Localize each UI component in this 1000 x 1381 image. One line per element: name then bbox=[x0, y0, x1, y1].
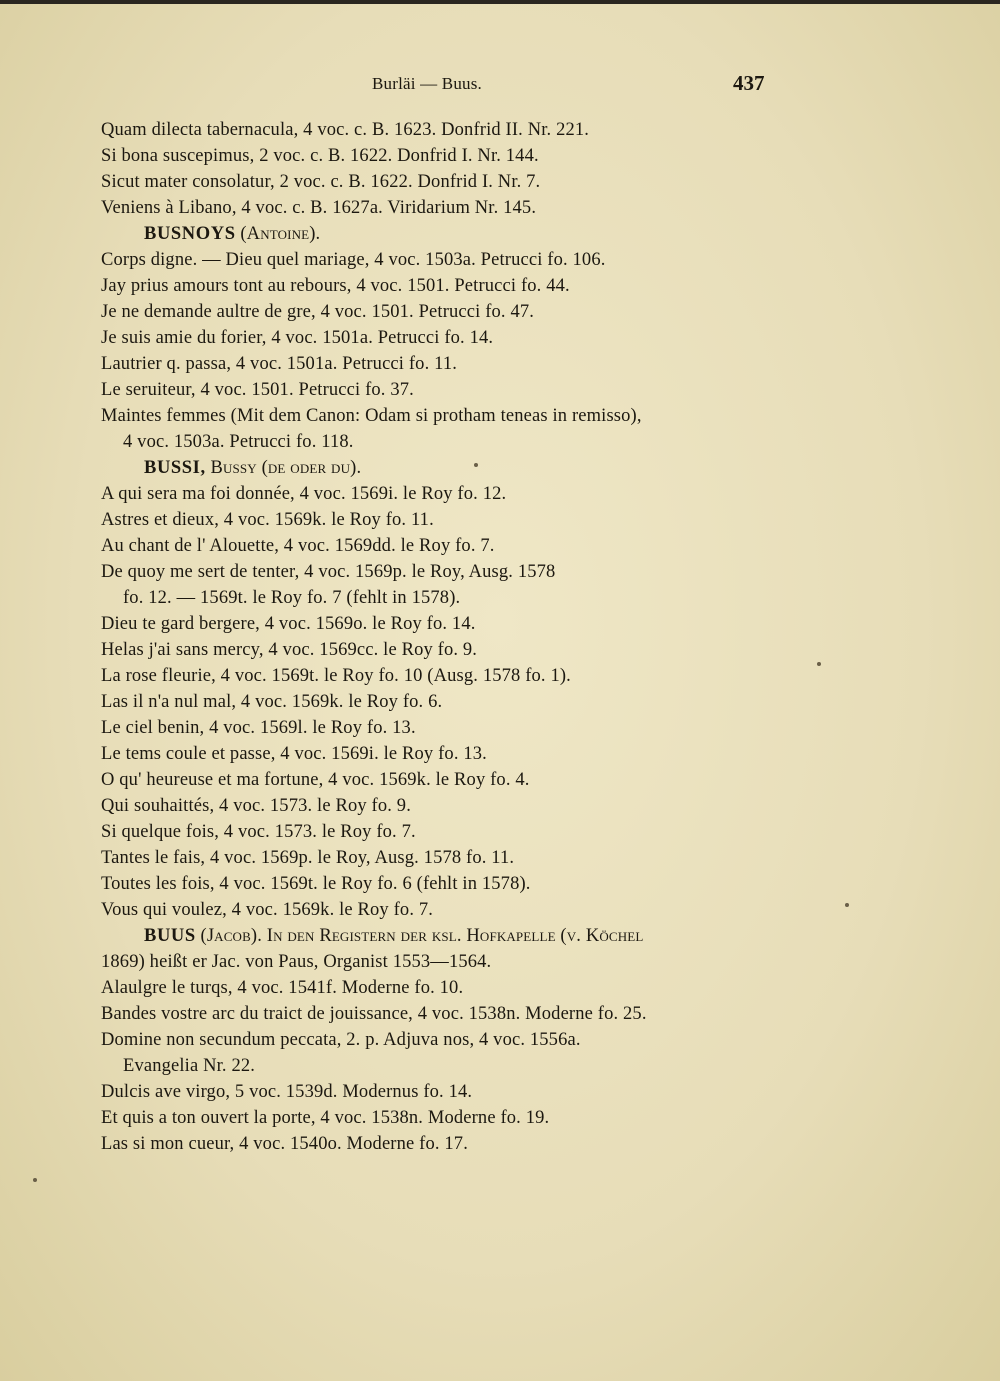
entry-line: Je suis amie du forier, 4 voc. 1501a. Petrucci fo. 14. bbox=[101, 328, 494, 348]
composer-name: BUSSI, bbox=[144, 458, 206, 478]
composer-name: BUSNOYS bbox=[144, 224, 236, 244]
entry-line: Vous qui voulez, 4 voc. 1569k. le Roy fo. 7. bbox=[101, 900, 434, 920]
entry-line: De quoy me sert de tenter, 4 voc. 1569p. le Roy, Ausg. 1578 bbox=[101, 562, 556, 582]
scan-speck bbox=[817, 662, 821, 666]
composer-detail: (Antoine). bbox=[235, 224, 321, 244]
composer-name: BUUS bbox=[144, 926, 196, 946]
composer-heading bbox=[101, 455, 781, 481]
entry-line: Alaulgre le turqs, 4 voc. 1541f. Moderne fo. 10. bbox=[101, 978, 464, 998]
entry-line: La rose fleurie, 4 voc. 1569t. le Roy fo. 10 (Ausg. 1578 fo. 1). bbox=[101, 666, 571, 686]
entry-line: Corps digne. — Dieu quel mariage, 4 voc. 1503a. Petrucci fo. 106. bbox=[101, 250, 606, 270]
entry-line: Sicut mater consolatur, 2 voc. c. B. 1622. Donfrid I. Nr. 7. bbox=[101, 172, 541, 192]
entry-line: Helas j'ai sans mercy, 4 voc. 1569cc. le Roy fo. 9. bbox=[101, 640, 478, 660]
entry-line: Qui souhaittés, 4 voc. 1573. le Roy fo. 9. bbox=[101, 796, 411, 816]
entry-line: Bandes vostre arc du traict de jouissance, 4 voc. 1538n. Moderne fo. 25. bbox=[101, 1004, 647, 1024]
entry-line: A qui sera ma foi donnée, 4 voc. 1569i. le Roy fo. 12. bbox=[101, 484, 507, 504]
entry-line: Maintes femmes (Mit dem Canon: Odam si protham teneas in remisso), bbox=[101, 406, 642, 426]
entry-line: Je ne demande aultre de gre, 4 voc. 1501. Petrucci fo. 47. bbox=[101, 302, 535, 322]
scan-speck bbox=[845, 903, 849, 907]
scan-top-edge bbox=[0, 0, 1000, 4]
entry-line: Jay prius amours tont au rebours, 4 voc. 1501. Petrucci fo. 44. bbox=[101, 276, 570, 296]
entry-list bbox=[101, 117, 781, 1157]
page-number: 437 bbox=[733, 71, 765, 95]
running-head: Burläi — Buus. bbox=[372, 74, 482, 93]
entry-line: Las si mon cueur, 4 voc. 1540o. Moderne fo. 17. bbox=[101, 1134, 468, 1154]
composer-heading bbox=[101, 923, 781, 949]
entry-line: Si quelque fois, 4 voc. 1573. le Roy fo. 7. bbox=[101, 822, 416, 842]
entry-line: O qu' heureuse et ma fortune, 4 voc. 1569k. le Roy fo. 4. bbox=[101, 770, 530, 790]
entry-line: Toutes les fois, 4 voc. 1569t. le Roy fo. 6 (fehlt in 1578). bbox=[101, 874, 531, 894]
entry-line: Lautrier q. passa, 4 voc. 1501a. Petrucci fo. 11. bbox=[101, 354, 458, 374]
entry-line: Le seruiteur, 4 voc. 1501. Petrucci fo. 37. bbox=[101, 380, 414, 400]
scan-speck bbox=[474, 463, 478, 467]
entry-continuation: 4 voc. 1503a. Petrucci fo. 118. bbox=[123, 432, 354, 452]
composer-detail: (Jacob). In den Registern der ksl. Hofkapelle (v. Köchel bbox=[195, 926, 644, 946]
entry-line: Dieu te gard bergere, 4 voc. 1569o. le Roy fo. 14. bbox=[101, 614, 476, 634]
entry-continuation: Evangelia Nr. 22. bbox=[123, 1056, 256, 1076]
entry-line: Domine non secundum peccata, 2. p. Adjuva nos, 4 voc. 1556a. bbox=[101, 1030, 581, 1050]
entry-line: Dulcis ave virgo, 5 voc. 1539d. Modernus fo. 14. bbox=[101, 1082, 473, 1102]
entry-line: Au chant de l' Alouette, 4 voc. 1569dd. le Roy fo. 7. bbox=[101, 536, 495, 556]
entry-line: Astres et dieux, 4 voc. 1569k. le Roy fo. 11. bbox=[101, 510, 434, 530]
composer-detail: Bussy (de oder du). bbox=[205, 458, 362, 478]
entry-continuation: fo. 12. — 1569t. le Roy fo. 7 (fehlt in 1578). bbox=[123, 588, 461, 608]
entry-line: Veniens à Libano, 4 voc. c. B. 1627a. Viridarium Nr. 145. bbox=[101, 198, 537, 218]
entry-line: Las il n'a nul mal, 4 voc. 1569k. le Roy fo. 6. bbox=[101, 692, 443, 712]
entry-line: Le tems coule et passe, 4 voc. 1569i. le Roy fo. 13. bbox=[101, 744, 487, 764]
scan-speck bbox=[33, 1178, 37, 1182]
entry-line: Le ciel benin, 4 voc. 1569l. le Roy fo. 13. bbox=[101, 718, 416, 738]
entry-line: 1869) heißt er Jac. von Paus, Organist 1553—1564. bbox=[101, 952, 492, 972]
entry-line: Et quis a ton ouvert la porte, 4 voc. 1538n. Moderne fo. 19. bbox=[101, 1108, 550, 1128]
entry-line: Tantes le fais, 4 voc. 1569p. le Roy, Ausg. 1578 fo. 11. bbox=[101, 848, 515, 868]
entry-line: Si bona suscepimus, 2 voc. c. B. 1622. Donfrid I. Nr. 144. bbox=[101, 146, 539, 166]
composer-heading bbox=[101, 221, 781, 247]
entry-line: Quam dilecta tabernacula, 4 voc. c. B. 1623. Donfrid II. Nr. 221. bbox=[101, 120, 590, 140]
